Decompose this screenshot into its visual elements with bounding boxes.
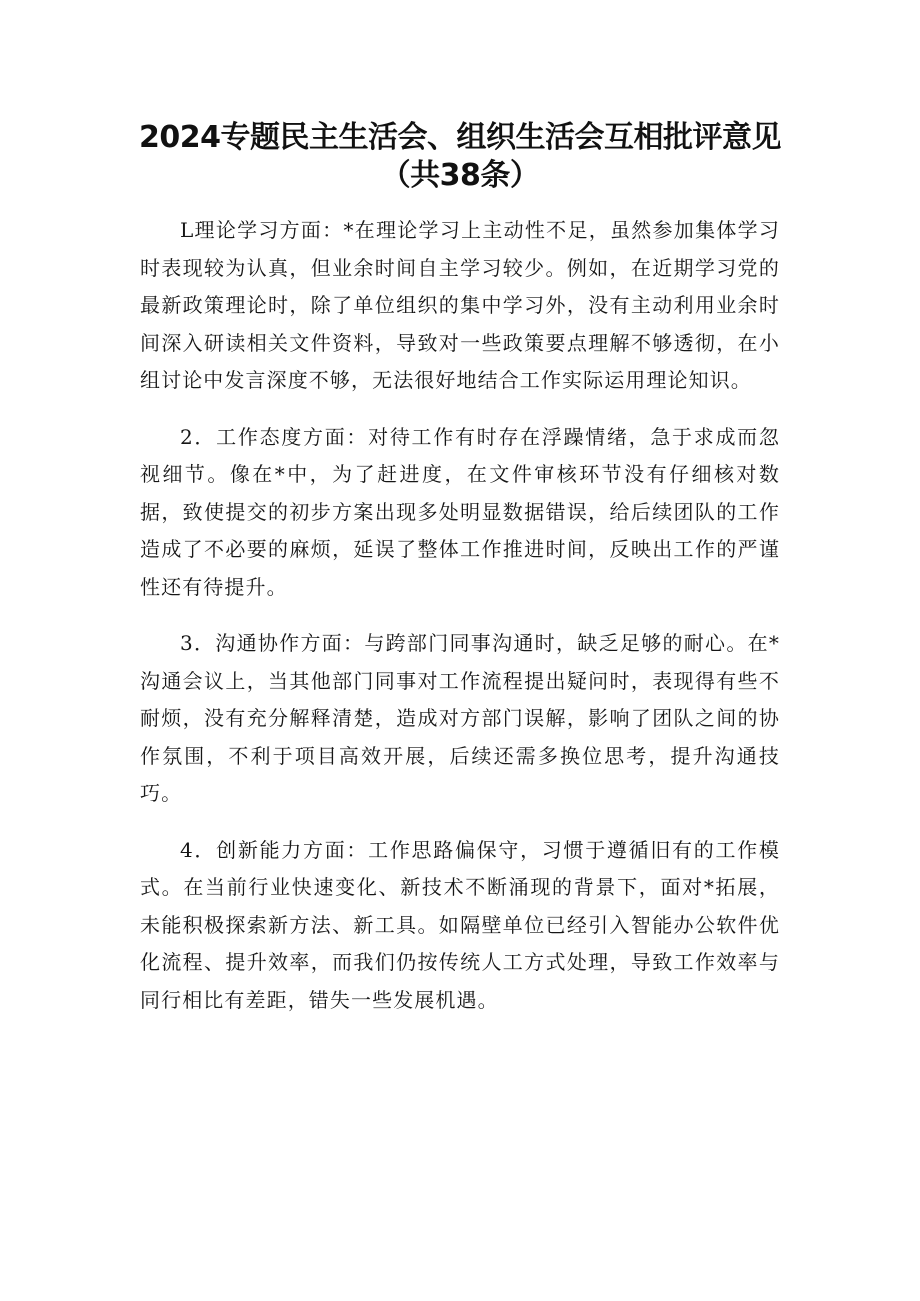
document-title: 2024专题民主生活会、组织生活会互相批评意见: [139, 120, 781, 155]
paragraph-innovation: 4．创新能力方面：工作思路偏保守，习惯于遵循旧有的工作模式。在当前行业快速变化、新技术不断涌现的背景下，面对*拓展，未能积极探索新方法、新工具。如隔壁单位已经引入智能办公软件优化流程、提升效率，而我们仍按传统人工方式处理，导致工作效率与同行相比有差距，错失一些发展机遇。: [140, 837, 780, 1012]
document-body: [140, 212, 780, 1038]
paragraph-communication: 3．沟通协作方面：与跨部门同事沟通时，缺乏足够的耐心。在*沟通会议上，当其他部门同事对工作流程提出疑问时，表现得有些不耐烦，没有充分解释清楚，造成对方部门误解，影响了团队之间的协作氛围，不利于项目高效开展，后续还需多换位思考，提升沟通技巧。: [140, 631, 780, 805]
document-subtitle: （共38条）: [380, 158, 540, 193]
paragraph-work-attitude: 2．工作态度方面：对待工作有时存在浮躁情绪，急于求成而忽视细节。像在*中，为了赶进度，在文件审核环节没有仔细核对数据，致使提交的初步方案出现多处明显数据错误，给后续团队的工作造成了不必要的麻烦，延误了整体工作推进时间，反映出工作的严谨性还有待提升。: [140, 424, 780, 599]
paragraph-theory-study: L理论学习方面：*在理论学习上主动性不足，虽然参加集体学习时表现较为认真，但业余时间自主学习较少。例如，在近期学习党的最新政策理论时，除了单位组织的集中学习外，没有主动利用业余时间深入研读相关文件资料，导致对一些政策要点理解不够透彻，在小组讨论中发言深度不够，无法很好地结合工作实际运用理论知识。: [140, 218, 780, 392]
